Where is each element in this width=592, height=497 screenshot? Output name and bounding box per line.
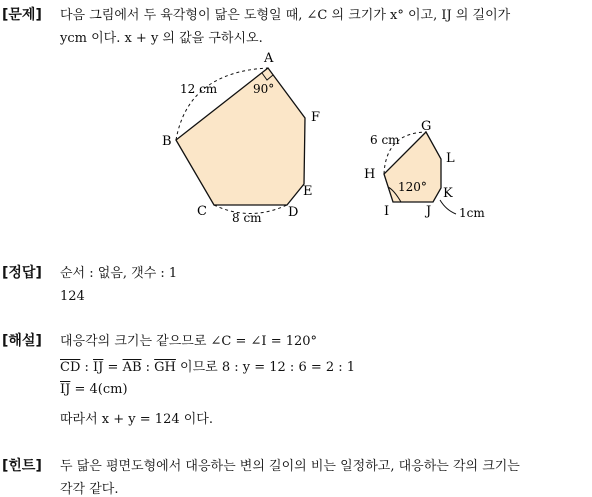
problem-line-2: ycm 이다. x + y 의 값을 구하시오. [60, 31, 263, 46]
label-l: L [446, 151, 455, 166]
segment-ij-2: $\overline{IJ}$ [60, 382, 71, 397]
explanation-line-4: 따라서 x + y = 124 이다. [60, 412, 213, 427]
leader-1cm [440, 200, 456, 214]
answer-line-1: 순서 : 없음, 갯수 : 1 [60, 266, 178, 281]
answer-tag: [정답] [2, 265, 42, 281]
label-h: H [364, 167, 376, 182]
label-a: A [264, 51, 274, 66]
hint-line-1: 두 닮은 평면도형에서 대응하는 변의 길이의 비는 일정하고, 대응하는 각의 크기는 [60, 459, 520, 474]
hint-tag: [힌트] [2, 458, 42, 474]
side-jk-label: 1cm [459, 206, 485, 220]
label-d: D [288, 205, 299, 220]
segment-ij: $\overline{IJ}$ [93, 360, 104, 375]
segment-gh: $\overline{GH}$ [154, 360, 176, 375]
label-c: C [197, 204, 207, 219]
label-k: K [443, 186, 453, 201]
explanation-line-1: 대응각의 크기는 같으므로 ∠C = ∠I = 120° [60, 334, 318, 349]
label-g: G [421, 119, 432, 134]
segment-cd: $\overline{CD}$ [60, 360, 81, 375]
angle-a-label: 90° [253, 82, 275, 96]
angle-i-label: 120° [398, 180, 427, 194]
label-i: I [384, 204, 390, 219]
problem-line-1: 다음 그림에서 두 육각형이 닮은 도형일 때, ∠C 의 크기가 x° 이고, IJ 의 길이가 [60, 8, 511, 23]
explanation-line-2: $\overline{CD}$ : $\overline{IJ} = \overline{AB}$ : $\overline{GH}$ 이므로 8 : y = 12 : 6 = 2 : 1 [60, 360, 356, 375]
problem-tag: [문제] [2, 7, 42, 23]
side-cd-label: 8 cm [232, 211, 262, 225]
hint-line-2: 각각 같다. [60, 482, 119, 497]
segment-ab: $\overline{AB}$ [122, 360, 142, 375]
label-f: F [311, 110, 321, 125]
label-j: J [426, 204, 432, 219]
side-ab-label: 12 cm [180, 82, 218, 96]
label-b: B [162, 134, 172, 149]
explanation-line-3: $\overline{IJ} = 4(cm)$ [60, 382, 128, 397]
label-e: E [303, 184, 313, 199]
side-gh-label: 6 cm [370, 133, 400, 147]
explanation-tag: [해설] [2, 333, 42, 349]
answer-line-2: 124 [60, 289, 85, 304]
